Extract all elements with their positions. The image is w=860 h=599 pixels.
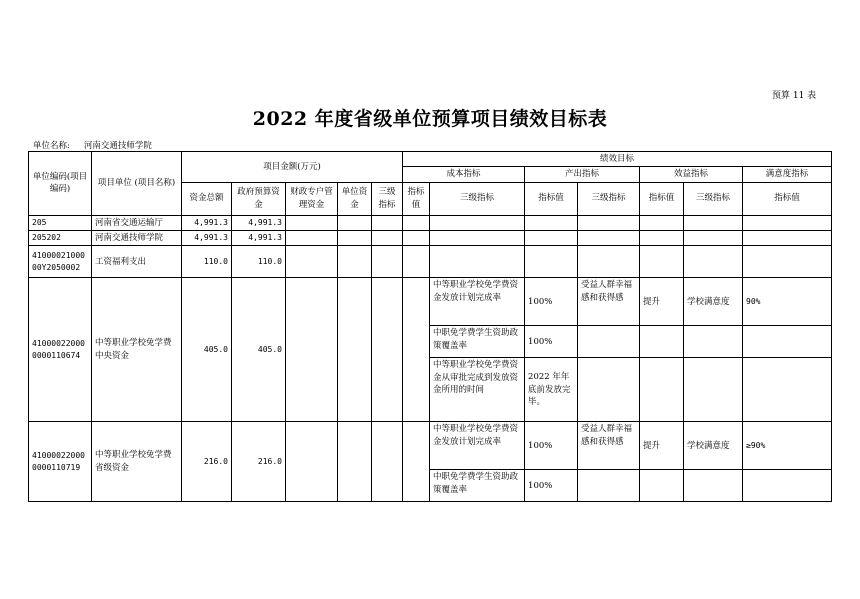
satisfaction-value: ≥90%	[743, 422, 832, 470]
project-name: 中等职业学校免学费中央资金	[92, 278, 182, 422]
project-total: 216.0	[182, 422, 232, 502]
header-unit-fund: 单位资金	[338, 182, 372, 215]
header-benefit-level3: 三级指标	[578, 182, 640, 215]
project-code: 41000022000 0000110719	[29, 422, 92, 502]
header-satisfaction: 满意度指标	[743, 167, 832, 182]
header-benefit-value: 指标值	[640, 182, 684, 215]
project-code: 41000022000 0000110674	[29, 278, 92, 422]
output-indicator: 中等职业学校免学费资金发放计划完成率	[430, 422, 525, 470]
header-project-unit: 项目单位 (项目名称)	[92, 152, 182, 216]
row-name: 工资福利支出	[92, 246, 182, 278]
project-gov: 216.0	[232, 422, 286, 502]
satisfaction-value: 90%	[743, 278, 832, 326]
row-total: 4,991.3	[182, 215, 232, 230]
unit-label: 单位名称:	[33, 141, 70, 151]
output-value: 100%	[525, 470, 578, 502]
output-value: 100%	[525, 422, 578, 470]
header-output-value: 指标值	[525, 182, 578, 215]
table-row	[29, 215, 832, 230]
header-gov-budget: 政府预算资金	[232, 182, 286, 215]
row-code: 41000021000 00Y2050002	[29, 246, 92, 278]
unit-line	[33, 139, 152, 151]
benefit-indicator: 受益人群幸福感和获得感	[578, 278, 640, 326]
header-cost: 成本指标	[403, 167, 525, 182]
row-code: 205202	[29, 230, 92, 245]
row-total: 4,991.3	[182, 230, 232, 245]
performance-table	[28, 151, 832, 502]
row-name: 河南省交通运输厅	[92, 215, 182, 230]
output-indicator: 中等职业学校免学费资金从审批完成到发放资金所用的时间	[430, 358, 525, 422]
header-output: 产出指标	[525, 167, 640, 182]
benefit-indicator: 受益人群幸福感和获得感	[578, 422, 640, 470]
header-benefit: 效益指标	[640, 167, 743, 182]
satisfaction-indicator: 学校满意度	[684, 422, 743, 470]
output-value: 100%	[525, 326, 578, 358]
row-code: 205	[29, 215, 92, 230]
table-row	[29, 422, 832, 470]
output-indicator: 中等职业学校免学费资金发放计划完成率	[430, 278, 525, 326]
form-number: 预算 11 表	[772, 91, 817, 101]
header-amount-group: 项目金额(万元)	[182, 152, 403, 183]
header-satisfaction-level3: 三级指标	[684, 182, 743, 215]
output-value: 2022 年年底前发放完毕。	[525, 358, 578, 422]
page-title: 2022 年度省级单位预算项目绩效目标表	[252, 108, 608, 130]
table-row	[29, 230, 832, 245]
header-unit-code: 单位编码(项目编码)	[29, 152, 92, 216]
unit-name: 河南交通技师学院	[83, 141, 152, 151]
benefit-value: 提升	[640, 278, 684, 326]
project-total: 405.0	[182, 278, 232, 422]
header-performance-group: 绩效目标	[403, 152, 832, 167]
table-row	[29, 246, 832, 278]
header-output-level3: 三级指标	[430, 182, 525, 215]
row-total: 110.0	[182, 246, 232, 278]
row-name: 河南交通技师学院	[92, 230, 182, 245]
satisfaction-indicator: 学校满意度	[684, 278, 743, 326]
header-cost-value: 指标值	[403, 182, 430, 215]
row-gov: 4,991.3	[232, 215, 286, 230]
output-indicator: 中职免学费学生资助政策覆盖率	[430, 470, 525, 502]
project-name: 中等职业学校免学费省级资金	[92, 422, 182, 502]
header-total: 资金总额	[182, 182, 232, 215]
project-gov: 405.0	[232, 278, 286, 422]
header-satisfaction-value: 指标值	[743, 182, 832, 215]
table-row	[29, 278, 832, 326]
benefit-value: 提升	[640, 422, 684, 470]
header-cost-level3: 三级指标	[372, 182, 403, 215]
output-indicator: 中职免学费学生资助政策覆盖率	[430, 326, 525, 358]
row-gov: 4,991.3	[232, 230, 286, 245]
row-gov: 110.0	[232, 246, 286, 278]
output-value: 100%	[525, 278, 578, 326]
header-fiscal-special: 财政专户管理资金	[286, 182, 338, 215]
